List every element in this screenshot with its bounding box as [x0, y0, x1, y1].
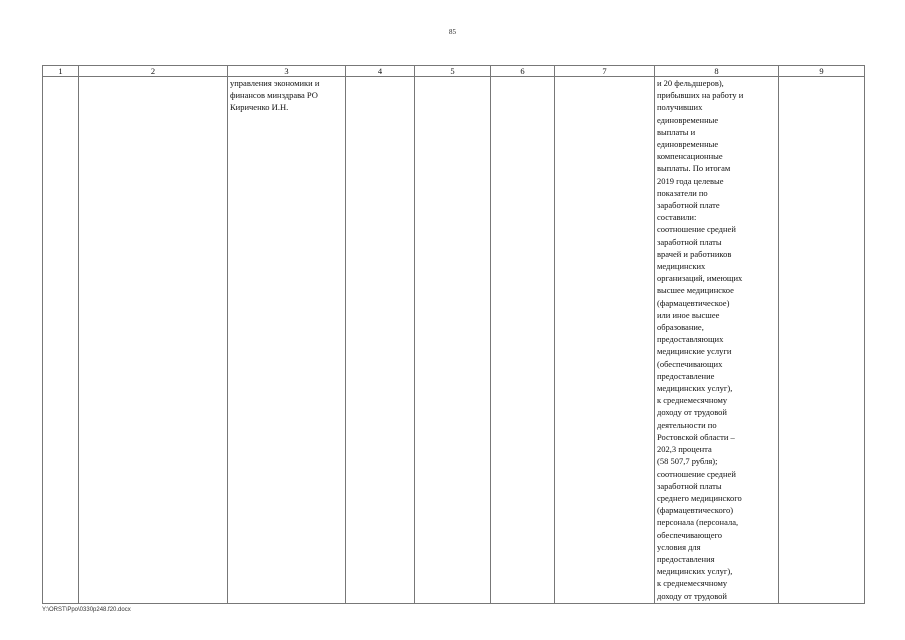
column-header-9: 9	[779, 66, 865, 77]
cell-col-5	[415, 77, 491, 604]
cell-col-7	[555, 77, 655, 604]
cell-col-9	[779, 77, 865, 604]
header-row	[43, 66, 865, 77]
responsible-person-text: управления экономики и финансов минздрава РО Кириченко И.Н.	[230, 78, 320, 113]
cell-col-3	[228, 77, 346, 604]
column-header-4: 4	[346, 66, 415, 77]
column-header-3: 3	[228, 66, 346, 77]
column-header-8: 8	[655, 66, 779, 77]
column-header-7: 7	[555, 66, 655, 77]
cell-col-1	[43, 77, 79, 604]
results-description-text: и 20 фельдшеров), прибывших на работу и получивших единовременные выплаты и единовременные компенсационные выплаты. По итогам 2019 года целевые показатели по заработной плате составили: соотношение средней заработной платы врачей и работников медицинских организаций, имеющих высшее медицинское (фармацевтическое) или иное высшее образование, предоставляющих медицинские услуги (обеспечивающих предоставление медицинских услуг), к среднемесячному доходу от трудовой деятельности по Ростовской области – 202,3 процента (58 507,7 рубля); соотношение средней заработной платы среднего медицинского (фармацевтического) персонала (персонала, обеспечивающего условия для предоставления медицинских услуг), к среднемесячному доходу от трудовой	[657, 78, 744, 601]
cell-col-6	[491, 77, 555, 604]
column-header-6: 6	[491, 66, 555, 77]
column-header-1: 1	[43, 66, 79, 77]
cell-col-4	[346, 77, 415, 604]
page-number: 85	[449, 28, 456, 36]
document-table	[42, 65, 865, 604]
table-row	[43, 77, 865, 604]
cell-col-2	[79, 77, 228, 604]
cell-col-8	[655, 77, 779, 604]
footer-file-path: Y:\ORST\Ppo\0330p248.f20.docx	[42, 607, 131, 613]
column-header-2: 2	[79, 66, 228, 77]
column-header-5: 5	[415, 66, 491, 77]
